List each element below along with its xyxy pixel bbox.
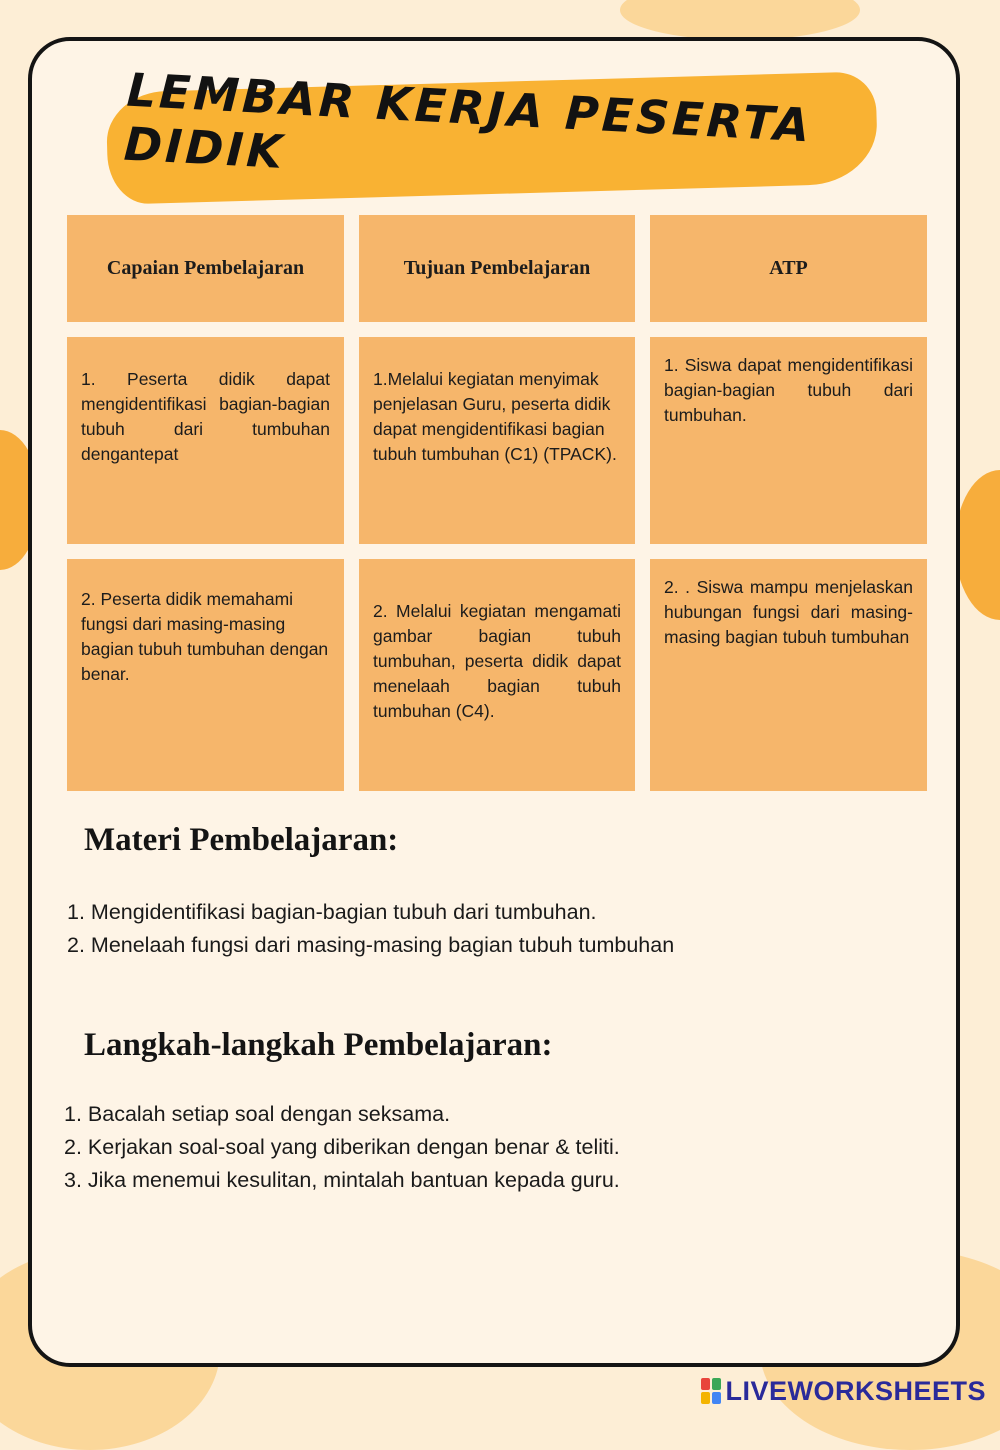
cell-capaian-1: 1. Peserta didik dapat mengidentifikasi bagian-bagian tubuh dari tumbuhan dengantepat bbox=[67, 337, 344, 544]
cell-atp-2: 2. . Siswa mampu menjelaskan hubungan fungsi dari masing-masing bagian tubuh tumbuhan bbox=[650, 559, 927, 791]
worksheet-title: LEMBAR KERJA PESERTA DIDIK bbox=[122, 62, 814, 180]
liveworksheets-watermark bbox=[701, 1373, 986, 1409]
list-item: 2. Kerjakan soal-soal yang diberikan dengan benar & teliti. bbox=[64, 1135, 620, 1159]
list-item: 1. Mengidentifikasi bagian-bagian tubuh dari tumbuhan. bbox=[67, 900, 597, 924]
langkah-list bbox=[64, 1098, 620, 1197]
decor-blob-right bbox=[955, 470, 1000, 620]
header-capaian: Capaian Pembelajaran bbox=[67, 215, 344, 322]
list-item: 1. Bacalah setiap soal dengan seksama. bbox=[64, 1102, 451, 1126]
list-item: 2. Menelaah fungsi dari masing-masing bagian tubuh tumbuhan bbox=[67, 933, 675, 957]
decor-blob-top bbox=[620, 0, 860, 40]
cell-atp-1: 1. Siswa dapat mengidentifikasi bagian-bagian tubuh dari tumbuhan. bbox=[650, 337, 927, 544]
header-tujuan: Tujuan Pembelajaran bbox=[359, 215, 635, 322]
materi-title: Materi Pembelajaran: bbox=[84, 822, 399, 858]
cell-tujuan-1: 1.Melalui kegiatan menyimak penjelasan Guru, peserta didik dapat mengidentifikasi bagian tubuh tumbuhan (C1) (TPACK). bbox=[359, 337, 635, 544]
langkah-title: Langkah-langkah Pembelajaran: bbox=[84, 1027, 553, 1063]
materi-list bbox=[67, 896, 674, 962]
cell-tujuan-2: 2. Melalui kegiatan mengamati gambar bagian tubuh tumbuhan, peserta didik dapat menelaah bagian tubuh tumbuhan (C4). bbox=[359, 559, 635, 791]
header-atp: ATP bbox=[650, 215, 927, 322]
liveworksheets-logo-icon bbox=[701, 1378, 721, 1404]
list-item: 3. Jika menemui kesulitan, mintalah bantuan kepada guru. bbox=[64, 1168, 620, 1192]
cell-capaian-2: 2. Peserta didik memahami fungsi dari masing-masing bagian tubuh tumbuhan dengan benar. bbox=[67, 559, 344, 791]
watermark-text: LIVEWORKSHEETS bbox=[725, 1375, 986, 1406]
